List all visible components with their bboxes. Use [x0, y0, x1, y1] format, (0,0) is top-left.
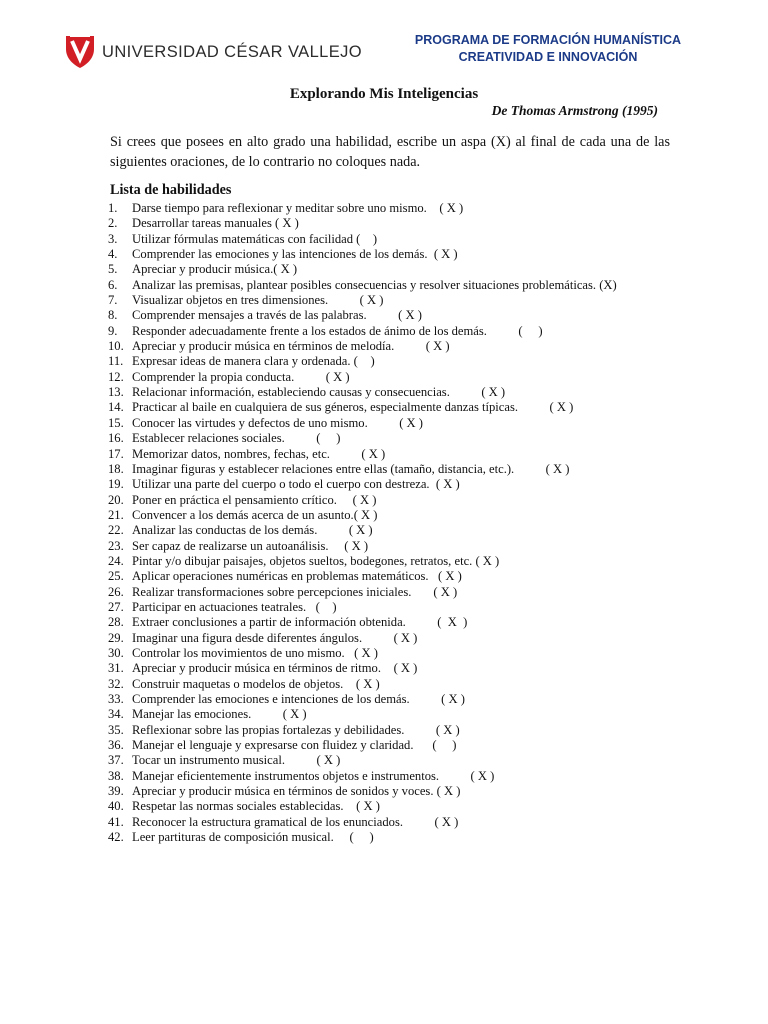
skills-list — [108, 201, 668, 845]
list-item-number: 14. — [108, 400, 124, 415]
list-item-text: Construir maquetas o modelos de objetos. ( X ) — [132, 676, 380, 691]
list-item-text: Participar en actuaciones teatrales. ( ) — [132, 599, 337, 614]
list-item-text: Realizar transformaciones sobre percepciones iniciales. ( X ) — [132, 584, 458, 599]
list-item — [108, 370, 668, 385]
list-item-number: 3. — [108, 231, 118, 246]
list-item-text: Memorizar datos, nombres, fechas, etc. ( X ) — [132, 446, 386, 461]
program-line-1: PROGRAMA DE FORMACIÓN HUMANÍSTICA — [414, 33, 682, 47]
list-item — [108, 661, 668, 676]
list-item-number: 20. — [108, 492, 124, 507]
list-item — [108, 769, 668, 784]
list-item — [108, 262, 668, 277]
list-item-text: Respetar las normas sociales establecidas. ( X ) — [132, 799, 380, 814]
list-item — [108, 646, 668, 661]
list-item-number: 30. — [108, 645, 124, 660]
list-item — [108, 723, 668, 738]
list-item — [108, 431, 668, 446]
list-item-number: 2. — [108, 216, 118, 231]
list-item-text: Visualizar objetos en tres dimensiones. ( X ) — [132, 293, 384, 308]
list-item-number: 24. — [108, 553, 124, 568]
list-item-number: 31. — [108, 661, 124, 676]
list-item-number: 39. — [108, 784, 124, 799]
list-item-text: Utilizar fórmulas matemáticas con facilidad ( ) — [132, 231, 378, 246]
list-item — [108, 308, 668, 323]
list-item-text: Manejar eficientemente instrumentos objetos e instrumentos. ( X ) — [132, 768, 495, 783]
list-heading: Lista de habilidades — [110, 182, 232, 198]
list-item — [108, 585, 668, 600]
list-item — [108, 324, 668, 339]
list-item — [108, 293, 668, 308]
logo-text: UNIVERSIDAD CÉSAR VALLEJO — [102, 42, 363, 61]
list-item-text: Imaginar figuras y establecer relaciones entre ellas (tamaño, distancia, etc.). ( X ) — [132, 461, 570, 476]
list-item-number: 23. — [108, 538, 124, 553]
shield-logo-icon — [64, 35, 96, 69]
list-item — [108, 799, 668, 814]
list-item-text: Apreciar y producir música en términos de ritmo. ( X ) — [132, 661, 418, 676]
list-item-number: 19. — [108, 477, 124, 492]
list-item-number: 11. — [108, 354, 124, 369]
list-item — [108, 400, 668, 415]
list-item-number: 33. — [108, 692, 124, 706]
list-item-text: Aplicar operaciones numéricas en problemas matemáticos. ( X ) — [132, 569, 462, 584]
list-item-text: Manejar el lenguaje y expresarse con fluidez y claridad. ( ) — [132, 738, 457, 753]
list-item-text: Manejar las emociones. ( X ) — [132, 707, 307, 722]
list-item-number: 17. — [108, 446, 124, 461]
list-item-number: 13. — [108, 385, 124, 400]
list-item — [108, 247, 668, 262]
list-item — [108, 815, 668, 830]
list-item-number: 32. — [108, 676, 124, 691]
list-item-number: 37. — [108, 753, 124, 768]
list-item-number: 21. — [108, 507, 124, 522]
list-item-number: 15. — [108, 415, 124, 430]
list-item-text: Extraer conclusiones a partir de información obtenida. ( X ) — [132, 615, 468, 630]
list-item-number: 36. — [108, 738, 124, 753]
list-item-number: 42. — [108, 830, 124, 845]
list-item-number: 10. — [108, 339, 124, 354]
list-item-text: Ser capaz de realizarse un autoanálisis. ( X ) — [132, 538, 369, 553]
list-item-number: 12. — [108, 369, 124, 384]
list-item-number: 41. — [108, 814, 124, 829]
list-item — [108, 677, 668, 692]
list-item-text: Analizar las premisas, plantear posibles consecuencias y resolver situaciones problemáticas. (X) — [132, 277, 617, 292]
list-item — [108, 784, 668, 799]
list-item-text: Utilizar una parte del cuerpo o todo el cuerpo con destreza. ( X ) — [132, 477, 460, 492]
program-heading — [408, 32, 688, 66]
list-item-text: Pintar y/o dibujar paisajes, objetos sueltos, bodegones, retratos, etc. ( X ) — [132, 553, 500, 568]
list-item-text: Controlar los movimientos de uno mismo. ( X ) — [132, 645, 378, 660]
list-item-text: Apreciar y producir música.( X ) — [132, 262, 298, 277]
list-item-number: 22. — [108, 523, 124, 538]
list-item-number: 18. — [108, 461, 124, 476]
list-item-text: Reconocer la estructura gramatical de los enunciados. ( X ) — [132, 814, 459, 829]
list-item-text: Convencer a los demás acerca de un asunto.( X ) — [132, 507, 378, 522]
list-item-text: Reflexionar sobre las propias fortalezas y debilidades. ( X ) — [132, 722, 460, 737]
list-item-text: Conocer las virtudes y defectos de uno mismo. ( X ) — [132, 415, 423, 430]
list-item — [108, 615, 668, 630]
list-item-text: Practicar al baile en cualquiera de sus géneros, especialmente danzas típicas. ( X ) — [132, 400, 574, 415]
list-item-number: 27. — [108, 599, 124, 614]
list-item-number: 6. — [108, 277, 118, 292]
list-item-text: Poner en práctica el pensamiento crítico. ( X ) — [132, 492, 377, 507]
list-item — [108, 278, 668, 293]
list-item-text: Comprender las emociones e intenciones de los demás. ( X ) — [132, 692, 465, 706]
page-title: Explorando Mis Inteligencias — [289, 86, 479, 102]
university-logo — [64, 35, 362, 69]
list-item-number: 34. — [108, 707, 124, 722]
list-item-number: 35. — [108, 722, 124, 737]
list-item-text: Comprender las emociones y las intenciones de los demás. ( X ) — [132, 247, 458, 262]
list-item — [108, 447, 668, 462]
list-item-number: 1. — [108, 201, 118, 215]
list-item-number: 4. — [108, 247, 118, 262]
list-item — [108, 508, 668, 523]
list-item — [108, 554, 668, 569]
author-credit: De Thomas Armstrong (1995) — [491, 103, 658, 118]
list-item — [108, 753, 668, 768]
list-item-text: Darse tiempo para reflexionar y meditar sobre uno mismo. ( X ) — [132, 201, 464, 215]
list-item — [108, 692, 668, 707]
list-item-number: 7. — [108, 293, 118, 308]
list-item-text: Tocar un instrumento musical. ( X ) — [132, 753, 341, 768]
list-item-text: Expresar ideas de manera clara y ordenada. ( ) — [132, 354, 375, 369]
list-item-text: Analizar las conductas de los demás. ( X ) — [132, 523, 373, 538]
list-item — [108, 569, 668, 584]
list-item — [108, 738, 668, 753]
list-item-text: Comprender mensajes a través de las palabras. ( X ) — [132, 308, 422, 323]
list-item-text: Apreciar y producir música en términos de sonidos y voces. ( X ) — [132, 784, 461, 799]
list-item — [108, 707, 668, 722]
list-item — [108, 493, 668, 508]
list-item-number: 9. — [108, 323, 118, 338]
list-item-number: 29. — [108, 630, 124, 645]
list-item-text: Comprender la propia conducta. ( X ) — [132, 369, 350, 384]
list-item — [108, 354, 668, 369]
list-item-number: 25. — [108, 569, 124, 584]
list-item — [108, 539, 668, 554]
list-item-number: 5. — [108, 262, 118, 277]
instructions-paragraph: Si crees que posees en alto grado una habilidad, escribe un aspa (X) al final de cada una de las siguientes oraciones, de lo contrario no coloques nada. — [110, 134, 670, 170]
list-item-number: 28. — [108, 615, 124, 630]
list-item-text: Apreciar y producir música en términos de melodía. ( X ) — [132, 339, 450, 354]
list-item-text: Responder adecuadamente frente a los estados de ánimo de los demás. ( ) — [132, 323, 543, 338]
list-item — [108, 416, 668, 431]
list-item-text: Establecer relaciones sociales. ( ) — [132, 431, 341, 446]
list-item — [108, 631, 668, 646]
list-item — [108, 216, 668, 231]
list-item — [108, 462, 668, 477]
list-item — [108, 477, 668, 492]
list-item — [108, 201, 668, 216]
list-item-number: 26. — [108, 584, 124, 599]
list-item — [108, 385, 668, 400]
list-item-number: 38. — [108, 768, 124, 783]
list-item-number: 8. — [108, 308, 118, 323]
list-item-text: Leer partituras de composición musical. ( ) — [132, 830, 374, 845]
list-item — [108, 523, 668, 538]
list-item — [108, 232, 668, 247]
list-item-text: Imaginar una figura desde diferentes ángulos. ( X ) — [132, 630, 418, 645]
list-item-number: 40. — [108, 799, 124, 814]
program-line-2: CREATIVIDAD E INNOVACIÓN — [458, 50, 638, 64]
list-item — [108, 600, 668, 615]
list-item — [108, 339, 668, 354]
list-item-text: Relacionar información, estableciendo causas y consecuencias. ( X ) — [132, 385, 506, 400]
list-item-number: 16. — [108, 431, 124, 446]
list-item — [108, 830, 668, 845]
list-item-text: Desarrollar tareas manuales ( X ) — [132, 216, 299, 231]
